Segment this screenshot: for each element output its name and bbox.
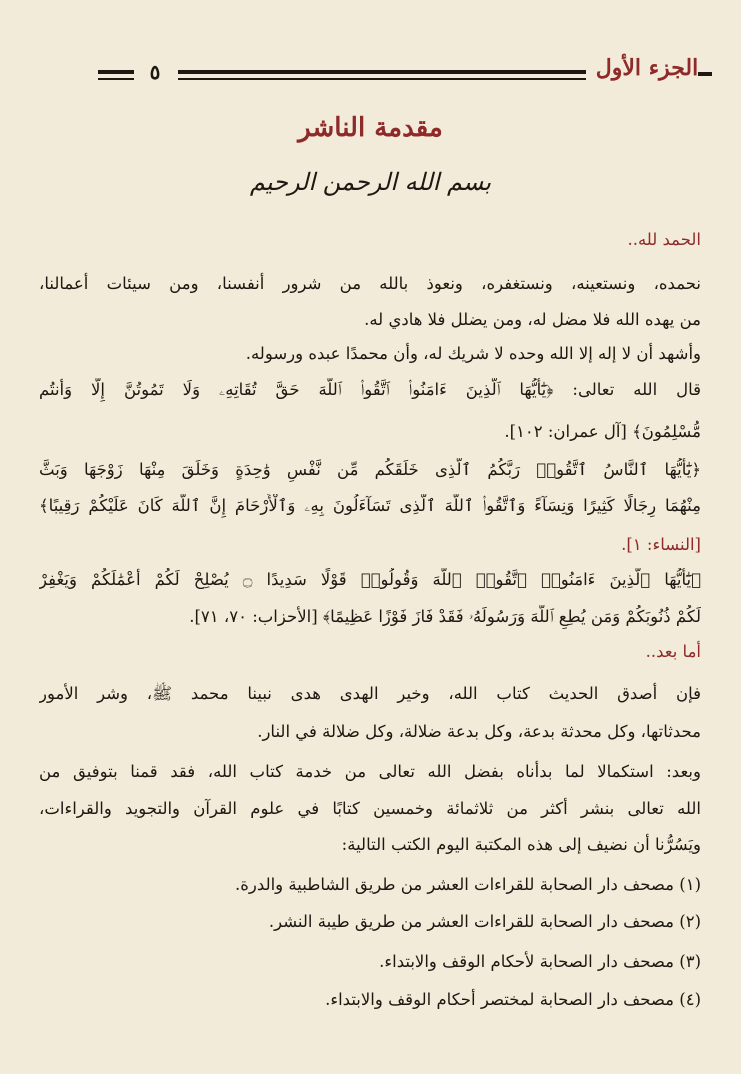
text-line-6: مُّسْلِمُونَ﴾ [آل عمران: ١٠٢]. [504, 422, 701, 441]
text-line-21: (٤) مصحف دار الصحابة لمختصر أحكام الوقف والابتداء. [325, 990, 701, 1009]
text-line-1: الحمد لله.. [627, 230, 701, 249]
text-line-12: أما بعد.. [645, 642, 701, 661]
text-line-3: من يهده الله فلا مضل له، ومن يضلل فلا هادي له. [364, 310, 701, 329]
header-rule-left-thin [98, 78, 134, 80]
text-line-16: الله تعالى بنشر أكثر من ثلاثمائة وخمسين كتابًا في علوم القرآن والتجويد والقراءات، [39, 799, 701, 818]
text-line-15: وبعد: استكمالا لما بدأناه بفضل الله تعالى من خدمة كتاب الله، فقد قمنا بتوفيق من [39, 762, 701, 781]
text-line-11: لَكُمْ ذُنُوبَكُمْ وَمَن يُطِعِ ٱللَّهَ وَرَسُولَهُۥ فَقَدْ فَازَ فَوْزًا عَظِيمًا﴾ [الأحزاب: ٧٠، ٧١]. [189, 607, 701, 626]
text-line-14: محدثاتها، وكل محدثة بدعة، وكل بدعة ضلالة، وكل ضلالة في النار. [257, 722, 701, 741]
page-heading: مقدمة الناشر [298, 113, 443, 143]
text-line-2: نحمده، ونستعينه، ونستغفره، ونعوذ بالله من شرور أنفسنا، ومن سيئات أعمالنا، [39, 274, 701, 293]
text-line-10: ﴿يَٰٓأَيُّهَا ٱلَّذِينَ ءَامَنُوا۟ ٱتَّقُوا۟ ٱللَّهَ وَقُولُوا۟ قَوْلًا سَدِيدًا ۝ يُصْلِحْ لَكُمْ أَعْمَٰلَكُمْ وَيَغْفِرْ [39, 570, 701, 589]
header-rule-right-thin [178, 78, 586, 80]
header-rule-left-thick [98, 70, 134, 74]
page-number: ٥ [149, 60, 161, 84]
basmala-calligraphy: بسم الله الرحمن الرحيم [249, 168, 492, 196]
text-line-17: ويَسُرُّنا أن نضيف إلى هذه المكتبة اليوم الكتب التالية: [341, 835, 701, 854]
text-line-7: ﴿يَٰٓأَيُّهَا ٱلنَّاسُ ٱتَّقُوا۟ رَبَّكُمُ ٱلَّذِى خَلَقَكُم مِّن نَّفْسٍ وَٰحِدَةٍ وَخَلَقَ مِنْهَا زَوْجَهَا وَبَثَّ [39, 460, 701, 479]
text-line-20: (٣) مصحف دار الصحابة لأحكام الوقف والابتداء. [379, 952, 701, 971]
text-line-5: قال الله تعالى: ﴿يَٰٓأَيُّهَا ٱلَّذِينَ ءَامَنُوا۟ ٱتَّقُوا۟ ٱللَّهَ حَقَّ تُقَاتِهِۦ وَلَا تَمُوتُنَّ إِلَّا وَأَنتُم [39, 380, 701, 399]
text-line-18: (١) مصحف دار الصحابة للقراءات العشر من طريق الشاطبية والدرة. [235, 875, 701, 894]
running-title: الجزء الأول [595, 55, 699, 81]
text-line-8: مِنْهُمَا رِجَالًا كَثِيرًا وَنِسَآءً وَٱتَّقُوا۟ ٱللَّهَ ٱلَّذِى تَسَآءَلُونَ بِهِۦ وَٱلْأَرْحَامَ إِنَّ ٱللَّهَ كَانَ عَلَيْكُمْ رَقِيبًا﴾ [39, 496, 701, 515]
text-line-9: [النساء: ١]. [621, 535, 701, 554]
text-line-13: فإن أصدق الحديث كتاب الله، وخير الهدى هدى نبينا محمد ﷺ، وشر الأمور [39, 684, 701, 703]
text-line-4: وأشهد أن لا إله إلا الله وحده لا شريك له، وأن محمدًا عبده ورسوله. [245, 344, 701, 363]
header-rule-right-thick [178, 70, 586, 74]
text-line-19: (٢) مصحف دار الصحابة للقراءات العشر من طريق طيبة النشر. [268, 912, 701, 931]
